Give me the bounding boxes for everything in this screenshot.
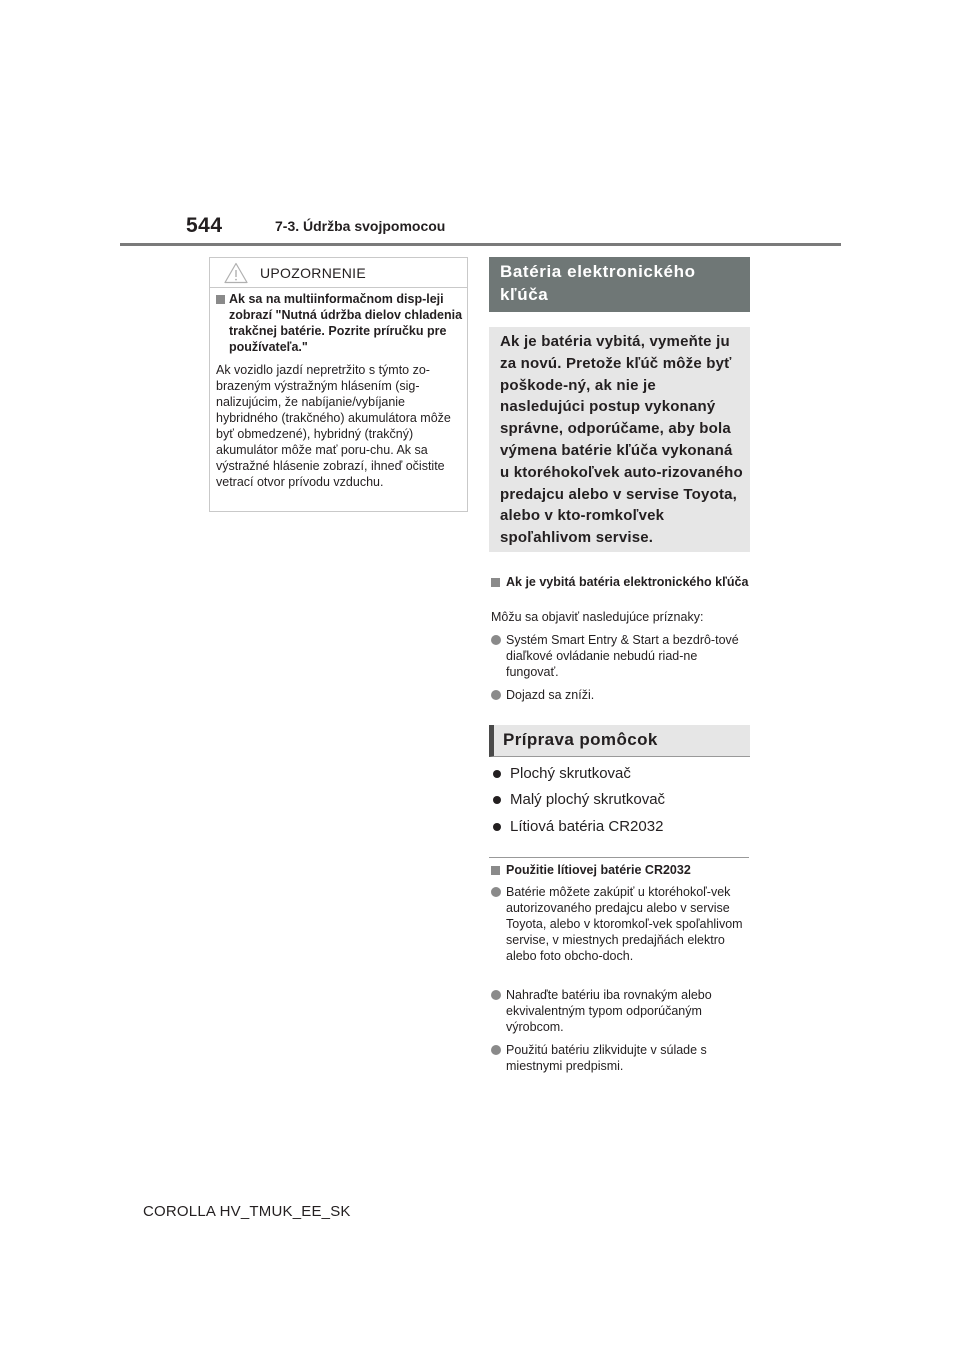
- dot-bullet-icon: [493, 823, 501, 831]
- tool-text: Malý plochý skrutkovač: [510, 791, 666, 808]
- circle-bullet-icon: [491, 990, 501, 1000]
- battery-use-text: Použitú batériu zlikvidujte v súlade s miestnymi predpismi.: [506, 1043, 707, 1073]
- warning-header: [210, 258, 467, 288]
- circle-bullet-icon: [491, 635, 501, 645]
- section-title: 7-3. Údržba svojpomocou: [275, 218, 446, 234]
- list-item: [493, 765, 631, 782]
- circle-bullet-icon: [491, 690, 501, 700]
- battery-use-heading: [491, 862, 751, 878]
- tools-title: Príprava pomôcok: [503, 730, 658, 749]
- header-divider: [120, 243, 841, 246]
- battery-use-text: Batérie môžete zakúpiť u ktoréhokoľ-vek autorizovaného predajcu alebo v servise Toyota, alebo v ktoromkoľ-vek spoľahlivom servise, v miestnych predajňách elektro alebo foto obcho-doch.: [506, 885, 743, 963]
- list-item: [491, 987, 753, 1035]
- dead-battery-heading-text: Ak je vybitá batéria elektronického kľúča: [506, 575, 749, 589]
- tools-section-title-bar: [489, 725, 750, 757]
- circle-bullet-icon: [491, 1045, 501, 1055]
- info-text: Ak je batéria vybitá, vymeňte ju za novú. Pretože kľúč môže byť poškode-ný, ak nie je nasledujúci postup vykonaný správne, odporúčame, aby bola výmena batérie kľúča vykonaná u ktoréhokoľvek auto-rizovaného predajcu alebo v servise Toyota, alebo v kto-romkoľvek spoľahlivom servise.: [500, 333, 743, 547]
- dead-battery-heading: [491, 574, 751, 590]
- list-item: [493, 818, 663, 835]
- battery-use-heading-text: Použitie lítiovej batérie CR2032: [506, 863, 691, 877]
- tool-text: Lítiová batéria CR2032: [510, 818, 664, 835]
- dot-bullet-icon: [493, 796, 501, 804]
- warning-body: Ak vozidlo jazdí nepretržito s týmto zo-brazeným výstražným hlásením (sig-nalizujúcim, že nabíjanie/vybíjanie hybridného (trakčného) akumulátora môže byť obmedzené), hybridný (trakčný) akumulátor môže mať poru-chu. Ak sa výstražné hlásenie zobrazí, ihneď očistite vetrací otvor prívodu vzduchu.: [216, 363, 451, 489]
- square-bullet-icon: [491, 866, 500, 875]
- info-box: [489, 327, 750, 552]
- square-bullet-icon: [216, 295, 225, 304]
- square-bullet-icon: [491, 578, 500, 587]
- battery-section-title: [489, 257, 750, 312]
- list-item: [491, 1042, 753, 1074]
- list-item: [491, 687, 753, 703]
- warning-heading: Ak sa na multiinformačnom disp-leji zobrazí "Nutná údržba dielov chladenia trakčnej batérie. Pozrite príručku pre používateľa.": [229, 292, 463, 354]
- symptom-text: Dojazd sa zníži.: [506, 688, 595, 702]
- battery-use-text: Nahraďte batériu iba rovnakým alebo ekvivalentným typom odporúčaným výrobcom.: [506, 988, 712, 1034]
- warning-title: UPOZORNENIE: [260, 265, 366, 281]
- footer-model-code: COROLLA HV_TMUK_EE_SK: [143, 1203, 351, 1220]
- warning-triangle-icon: [224, 262, 248, 284]
- list-item: [493, 791, 665, 808]
- list-item: [491, 632, 753, 680]
- symptom-text: Systém Smart Entry & Start a bezdrô-tové diaľkové ovládanie nebudú riad-ne fungovať.: [506, 633, 739, 679]
- dead-battery-intro: Môžu sa objaviť nasledujúce príznaky:: [491, 610, 704, 624]
- battery-title-line1: Batéria elektronického: [500, 262, 696, 281]
- dot-bullet-icon: [493, 770, 501, 778]
- circle-bullet-icon: [491, 887, 501, 897]
- battery-title-line2: kľúča: [500, 285, 549, 304]
- page-number: 544: [186, 214, 223, 237]
- warning-box: [209, 257, 468, 512]
- section-divider: [489, 857, 749, 858]
- list-item: [491, 884, 753, 964]
- tool-text: Plochý skrutkovač: [510, 765, 631, 782]
